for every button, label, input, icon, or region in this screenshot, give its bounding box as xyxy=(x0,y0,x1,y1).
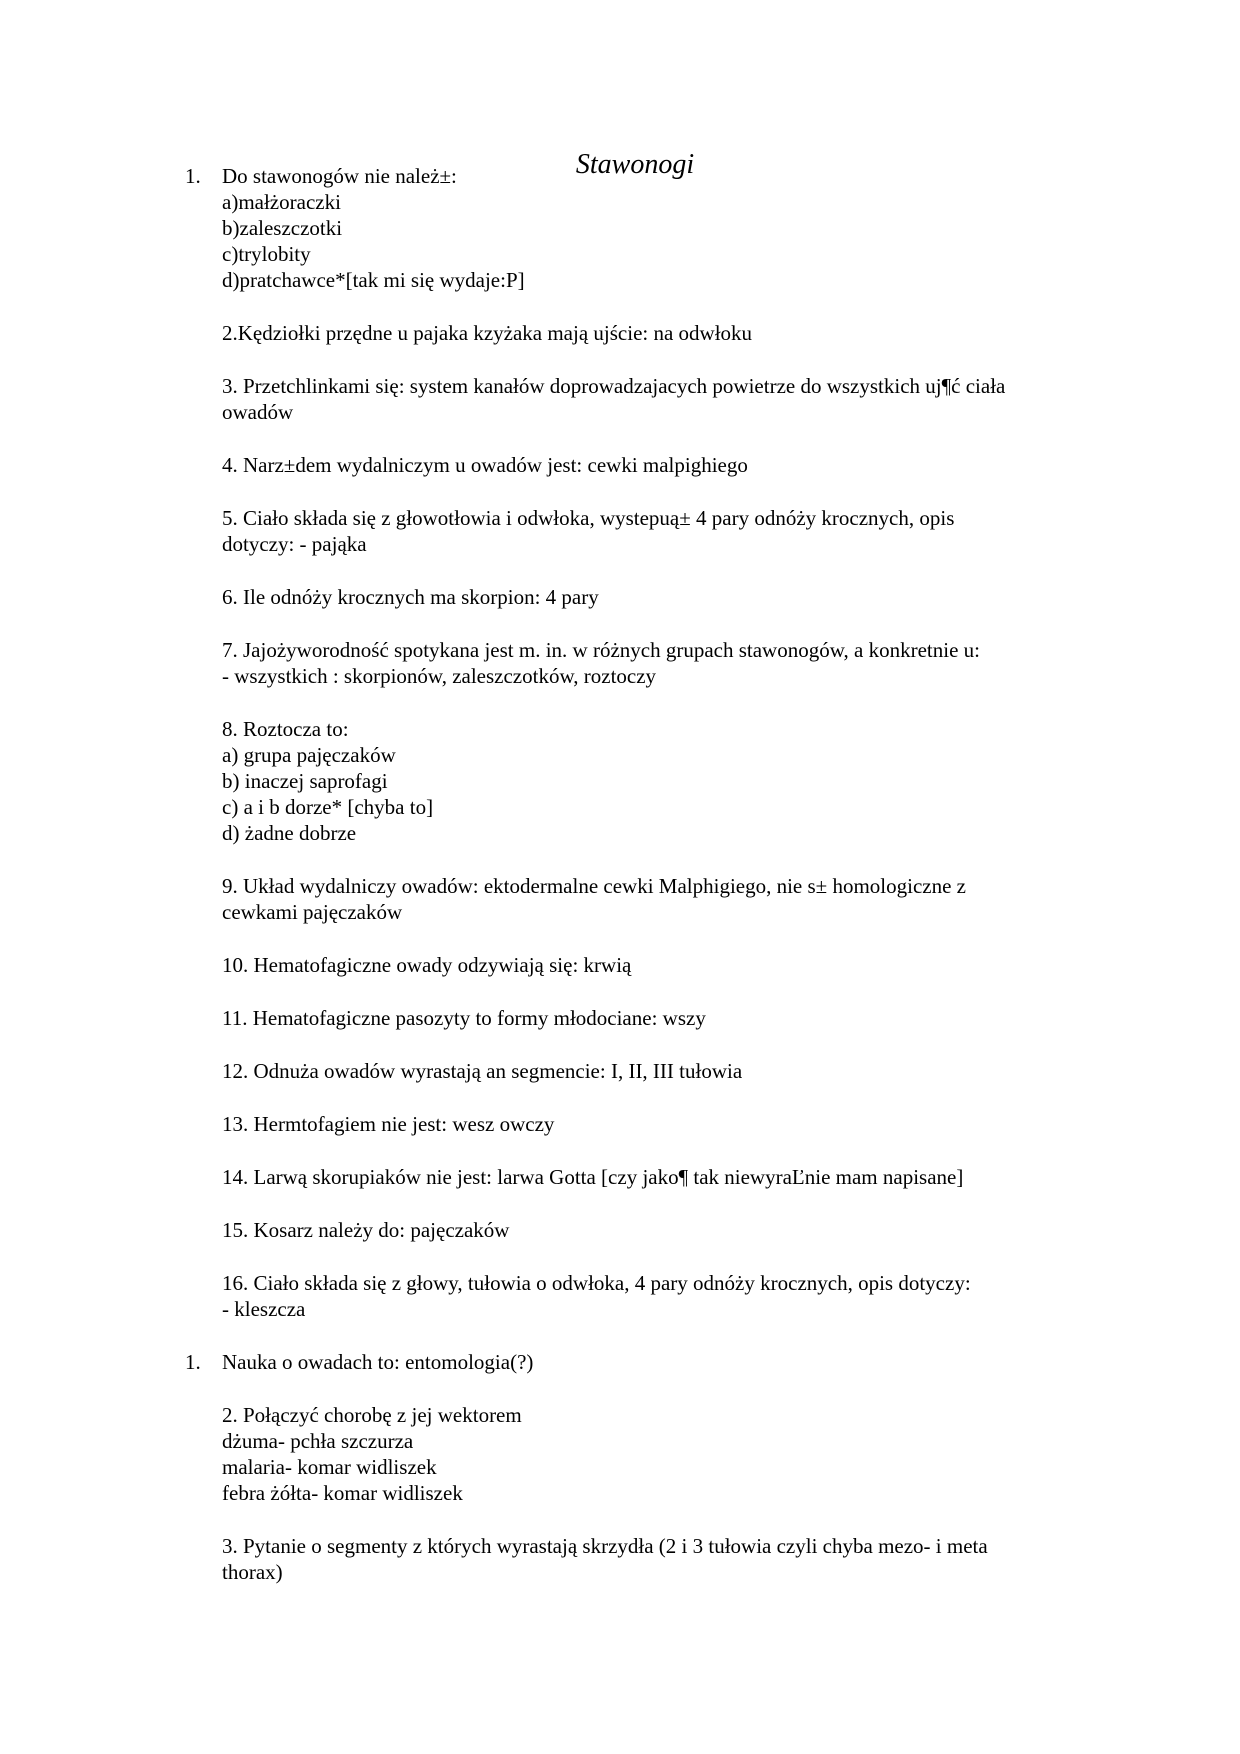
list-marker: 1. xyxy=(185,164,201,188)
question-4: 4. Narz±dem wydalniczym u owadów jest: cewki malpighiego xyxy=(222,453,748,477)
question-6: 6. Ile odnóży krocznych ma skorpion: 4 pary xyxy=(222,585,599,609)
question-7-line1: 7. Jajożyworodność spotykana jest m. in. w różnych grupach stawonogów, a konkretnie u: xyxy=(222,638,980,662)
question-9-line1: 9. Układ wydalniczy owadów: ektodermalne cewki Malphigiego, nie s± homologiczne z xyxy=(222,874,966,898)
question-3-line1: 3. Przetchlinkami się: system kanałów doprowadzajacych powietrze do wszystkich uj¶ć ciała xyxy=(222,374,1006,398)
question-13: 13. Hermtofagiem nie jest: wesz owczy xyxy=(222,1112,555,1136)
part2-answer-2-line1: dżuma- pchła szczurza xyxy=(222,1429,414,1453)
question-12: 12. Odnuża owadów wyrastają an segmencie: I, II, III tułowia xyxy=(222,1059,743,1083)
question-5-line2: dotyczy: - pająka xyxy=(222,532,367,556)
answer-8b: b) inaczej saprofagi xyxy=(222,769,388,793)
question-7-line2: - wszystkich : skorpionów, zaleszczotków, roztoczy xyxy=(222,664,657,688)
question-3-line2: owadów xyxy=(222,400,294,424)
part2-question-1: Nauka o owadach to: entomologia(?) xyxy=(222,1350,534,1374)
page-title: Stawonogi xyxy=(575,149,695,180)
part2-answer-2-line3: febra żółta- komar widliszek xyxy=(222,1481,463,1505)
question-1: Do stawonogów nie należ±: xyxy=(222,164,457,188)
question-10: 10. Hematofagiczne owady odzywiają się: krwią xyxy=(222,953,632,977)
question-8: 8. Roztocza to: xyxy=(222,717,349,741)
part2-question-3-line1: 3. Pytanie o segmenty z których wyrastają skrzydła (2 i 3 tułowia czyli chyba mezo- i meta xyxy=(222,1534,988,1558)
answer-8a: a) grupa pajęczaków xyxy=(222,743,396,767)
question-9-line2: cewkami pajęczaków xyxy=(222,900,403,924)
list-marker: 1. xyxy=(185,1350,201,1374)
question-16-line1: 16. Ciało składa się z głowy, tułowia o odwłoka, 4 pary odnóży krocznych, opis dotyczy: xyxy=(222,1271,971,1295)
question-16-line2: - kleszcza xyxy=(222,1297,306,1321)
question-11: 11. Hematofagiczne pasozyty to formy młodociane: wszy xyxy=(222,1006,706,1030)
question-14: 14. Larwą skorupiaków nie jest: larwa Gotta [czy jako¶ tak niewyraĽnie mam napisane] xyxy=(222,1165,964,1189)
answer-1b: b)zaleszczotki xyxy=(222,216,343,240)
answer-1d: d)pratchawce*[tak mi się wydaje:P] xyxy=(222,268,525,292)
part2-answer-2-line2: malaria- komar widliszek xyxy=(222,1455,437,1479)
answer-8d: d) żadne dobrze xyxy=(222,821,357,845)
answer-1c: c)trylobity xyxy=(222,242,311,266)
question-15: 15. Kosarz należy do: pajęczaków xyxy=(222,1218,510,1242)
question-2: 2.Kędziołki przędne u pajaka kzyżaka mają ujście: na odwłoku xyxy=(222,321,753,345)
part2-question-3-line2: thorax) xyxy=(222,1560,283,1584)
part2-question-2: 2. Połączyć chorobę z jej wektorem xyxy=(222,1403,522,1427)
answer-8c: c) a i b dorze* [chyba to] xyxy=(222,795,434,819)
question-5-line1: 5. Ciało składa się z głowotłowia i odwłoka, wystepuą± 4 pary odnóży krocznych, opis xyxy=(222,506,955,530)
answer-1a: a)małżoraczki xyxy=(222,190,341,214)
